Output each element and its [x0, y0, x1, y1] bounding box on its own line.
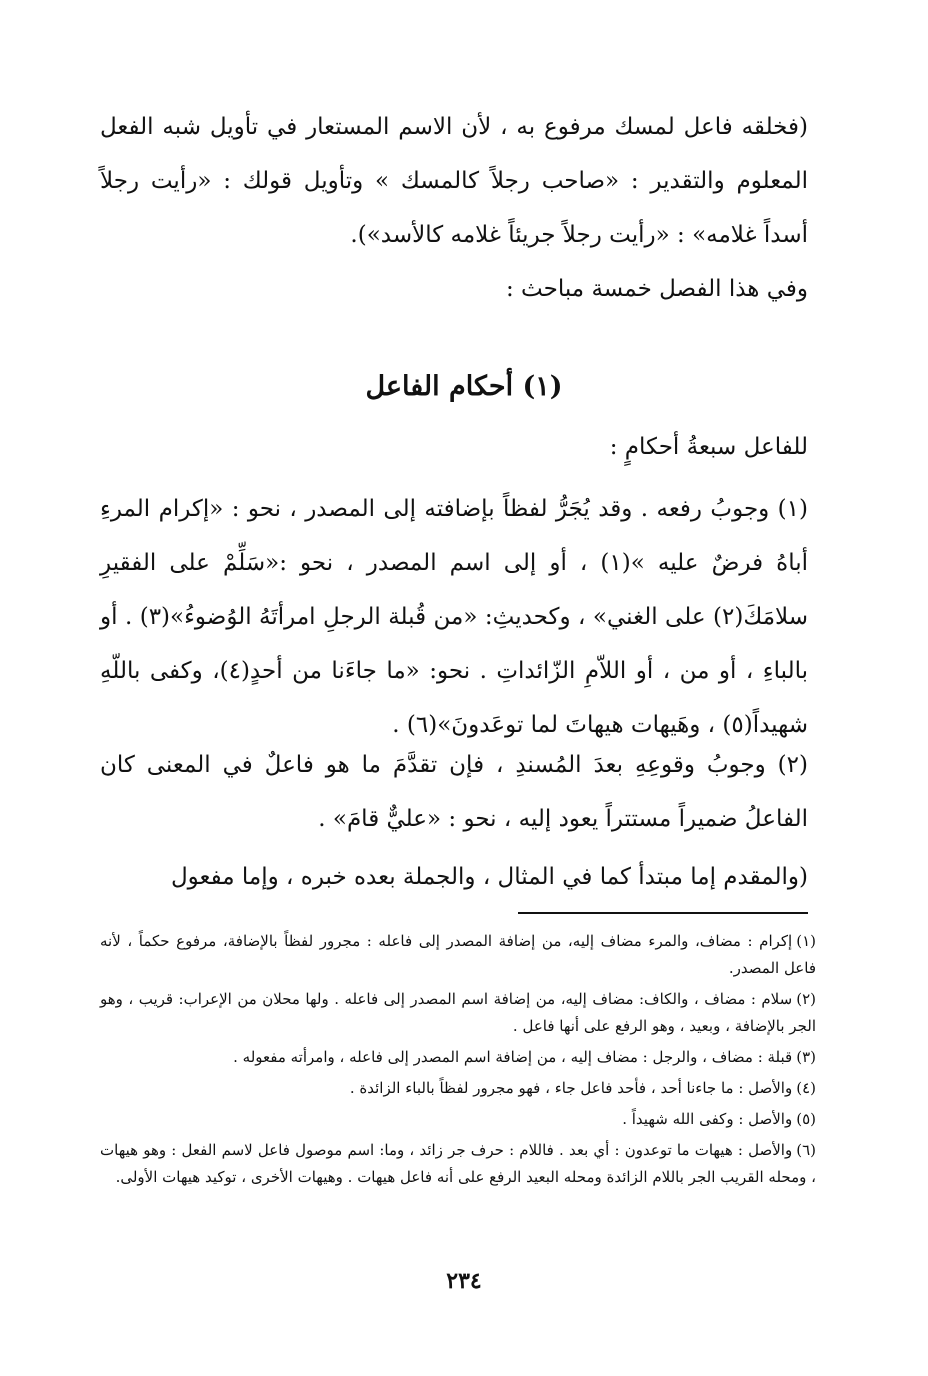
footnote-4 [100, 1075, 816, 1102]
footnote-text: إكرام : مضاف، والمرء مضاف إليه، من إضافة المصدر إلى فاعله : مجرور لفظاً بالإضافة، مرفوع حكماً ، لأنه فاعل المصدر. [100, 932, 816, 977]
footnote-3 [100, 1044, 816, 1071]
footnote-number: (٦) [796, 1141, 816, 1159]
paragraph-continuation: (والمقدم إما مبتدأ كما في المثال ، والجملة بعده خبره ، وإما مفعول [170, 864, 808, 890]
footnote-divider [518, 912, 808, 914]
footnote-1 [100, 928, 816, 982]
page-number: ٢٣٤ [446, 1268, 482, 1294]
footnote-2 [100, 986, 816, 1040]
section-heading: (١) أحكام الفاعل [365, 371, 563, 402]
paragraph-rule-1: (١) وجوبُ رفعه . وقد يُجَرُّ لفظاً بإضافته إلى المصدر ، نحو : «إكرام المرءِ أباهُ فرضٌ عليه »(١) ، أو إلى اسم المصدر ، نحو :«سَلِّمْ على الفقيرِ سلامَكَ(٢) على الغني» ، وكحديثِ: «من قُبلة الرجلِ امرأتَهُ الوُضوءُ»(٣) . أو بالباءِ ، أو من ، أو اللاّمِ الزّائداتِ . نحو: «ما جاءَنا من أحدٍ(٤)، وكفى باللّهِ شهيداً(٥) ، وهَيهات هيهاتَ لما توعَدونَ»(٦) . [100, 496, 809, 738]
paragraph-rules-intro: للفاعل سبعةُ أحكامٍ : [609, 434, 808, 460]
footnote-text: والأصل : هيهات ما توعدون : أي بعد . فاللام : حرف جر زائد ، وما: اسم موصول فاعل لاسم الفعل : وهو هيهات ، ومحله القريب الجر باللام الزائدة ومحله البعيد الرفع على أنه فاعل هيهات . وهيهات الأخرى ، توكيد هيهات الأولى. [100, 1141, 816, 1186]
footnote-text: والأصل : ما جاءنا أحد ، فأحد فاعل جاء ، فهو مجرور لفظاً بالباء الزائدة . [349, 1079, 793, 1097]
footnote-text: والأصل : وكفى الله شهيداً . [622, 1110, 793, 1128]
footnotes-block [100, 928, 816, 1195]
footnote-text: قبلة : مضاف ، والرجل : مضاف إليه ، من إضافة اسم المصدر إلى فاعله ، وامرأته مفعوله . [233, 1048, 793, 1066]
footnote-number: (١) [796, 932, 816, 950]
footnote-number: (٥) [796, 1110, 816, 1128]
footnote-number: (٢) [796, 990, 816, 1008]
footnote-number: (٤) [796, 1079, 816, 1097]
paragraph-section-count: وفي هذا الفصل خمسة مباحث : [506, 276, 808, 302]
footnote-number: (٣) [796, 1048, 816, 1066]
footnote-text: سلام : مضاف ، والكاف: مضاف إليه، من إضافة اسم المصدر إلى فاعله . ولها محلان من الإعراب: قريب ، وهو الجر بالإضافة ، وبعيد ، وهو الرفع على أنها فاعل . [100, 990, 816, 1035]
footnote-6 [100, 1137, 816, 1191]
paragraph-intro-quote: (فخلقه فاعل لمسك مرفوع به ، لأن الاسم المستعار في تأويل شبه الفعل المعلوم والتقدير : «صاحب رجلاً كالمسك » وتأويل قولك : «رأيت رجلاً أسداً غلامه» : «رأيت رجلاً جريئاً غلامه كالأسد»). [100, 114, 808, 248]
paragraph-rule-2: (٢) وجوبُ وقوعِهِ بعدَ المُسندِ ، فإن تقدَّمَ ما هو فاعلٌ في المعنى كان الفاعلُ ضميراً مستتراً يعود إليه ، نحو : «عليٌّ قامَ» . [100, 752, 808, 832]
footnote-5 [100, 1106, 816, 1133]
